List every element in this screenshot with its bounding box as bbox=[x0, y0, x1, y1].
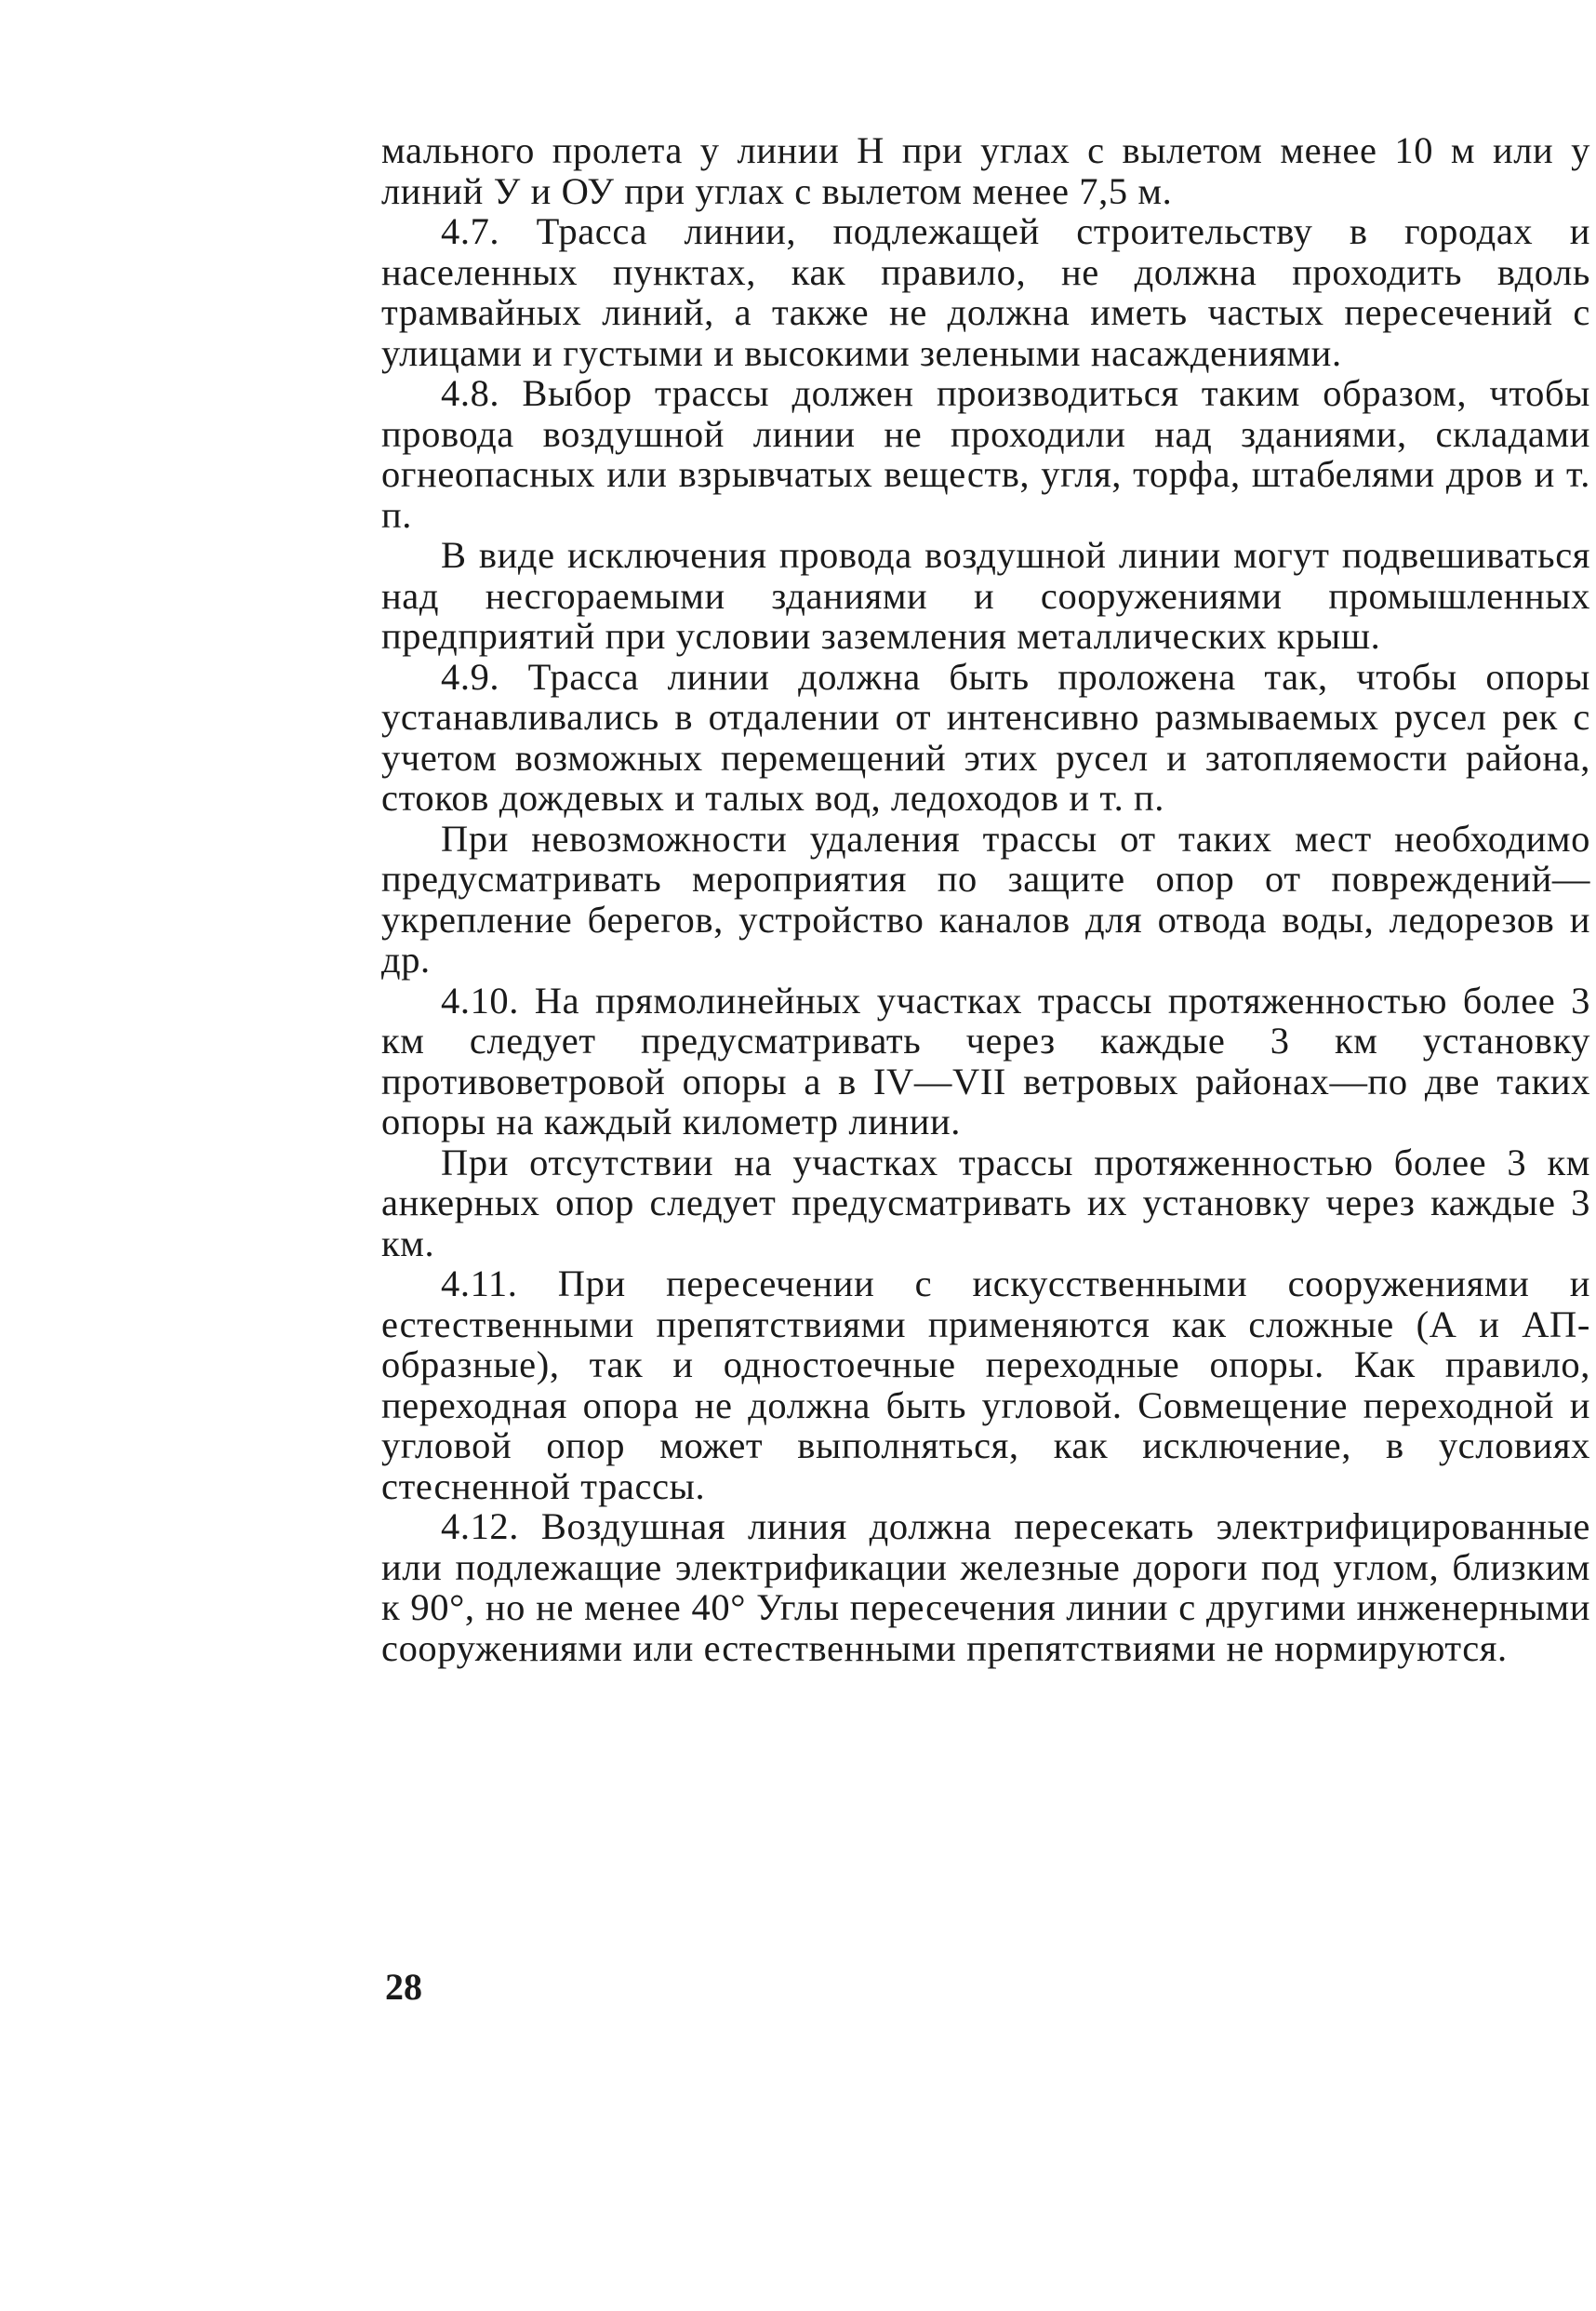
paragraph-4-11: 4.11. При пересечении с искусственными сооружениями и естественными препятствиями применяются как сложные (А и АП-образные), так и одностоечные переходные опоры. Как правило, переходная опора не должна быть угловой. Совмещение переходной и угловой опор может выполняться, как исключение, в условиях стесненной трассы. bbox=[381, 1262, 1590, 1507]
paragraph-4-8: 4.8. Выбор трассы должен производиться таким образом, чтобы провода воздушной линии не проходили над зданиями, складами огнеопасных или взрывчатых веществ, угля, торфа, штабелями дров и т. п. bbox=[381, 372, 1590, 536]
paragraph-4-9-measures: При невозможности удаления трассы от таких мест необходимо предусматривать мероприятия по защите опор от повреждений—укрепление берегов, устройство каналов для отвода воды, ледорезов и др. bbox=[381, 817, 1590, 981]
paragraph-continuation: мального пролета у линии Н при углах с вылетом менее 10 м или у линий У и ОУ при углах с вылетом менее 7,5 м. bbox=[381, 129, 1590, 212]
page-body bbox=[381, 130, 1590, 1668]
paragraph-4-10-anchor: При отсутствии на участках трассы протяженностью более 3 км анкерных опор следует предусматривать их установку через каждые 3 км. bbox=[381, 1141, 1590, 1264]
paragraph-4-12: 4.12. Воздушная линия должна пересекать электрифицированные или подлежащие электрификации железные дороги под углом, близким к 90°, но не менее 40° Углы пересечения линии с другими инженерными сооружениями или естественными препятствиями не нормируются. bbox=[381, 1505, 1590, 1669]
paragraph-4-8-exception: В виде исключения провода воздушной линии могут подвешиваться над несгораемыми зданиями и сооружениями промышленных предприятий при условии заземления металлических крыш. bbox=[381, 534, 1590, 657]
paragraph-4-10: 4.10. На прямолинейных участках трассы протяженностью более 3 км следует предусматривать через каждые 3 км установку противоветровой опоры а в IV—VII ветровых районах—по две таких опоры на каждый километр линии. bbox=[381, 979, 1590, 1142]
paragraph-4-9: 4.9. Трасса линии должна быть проложена так, чтобы опоры устанавливались в отдалении от интенсивно размываемых русел рек с учетом возможных перемещений этих русел и затопляемости района, стоков дождевых и талых вод, ледоходов и т. п. bbox=[381, 655, 1590, 819]
paragraph-4-7: 4.7. Трасса линии, подлежащей строительству в городах и населенных пунктах, как правило, не должна проходить вдоль трамвайных линий, а также не должна иметь частых пересечений с улицами и густыми и высокими зелеными насаждениями. bbox=[381, 210, 1590, 374]
page-number: 28 bbox=[385, 1966, 422, 2008]
